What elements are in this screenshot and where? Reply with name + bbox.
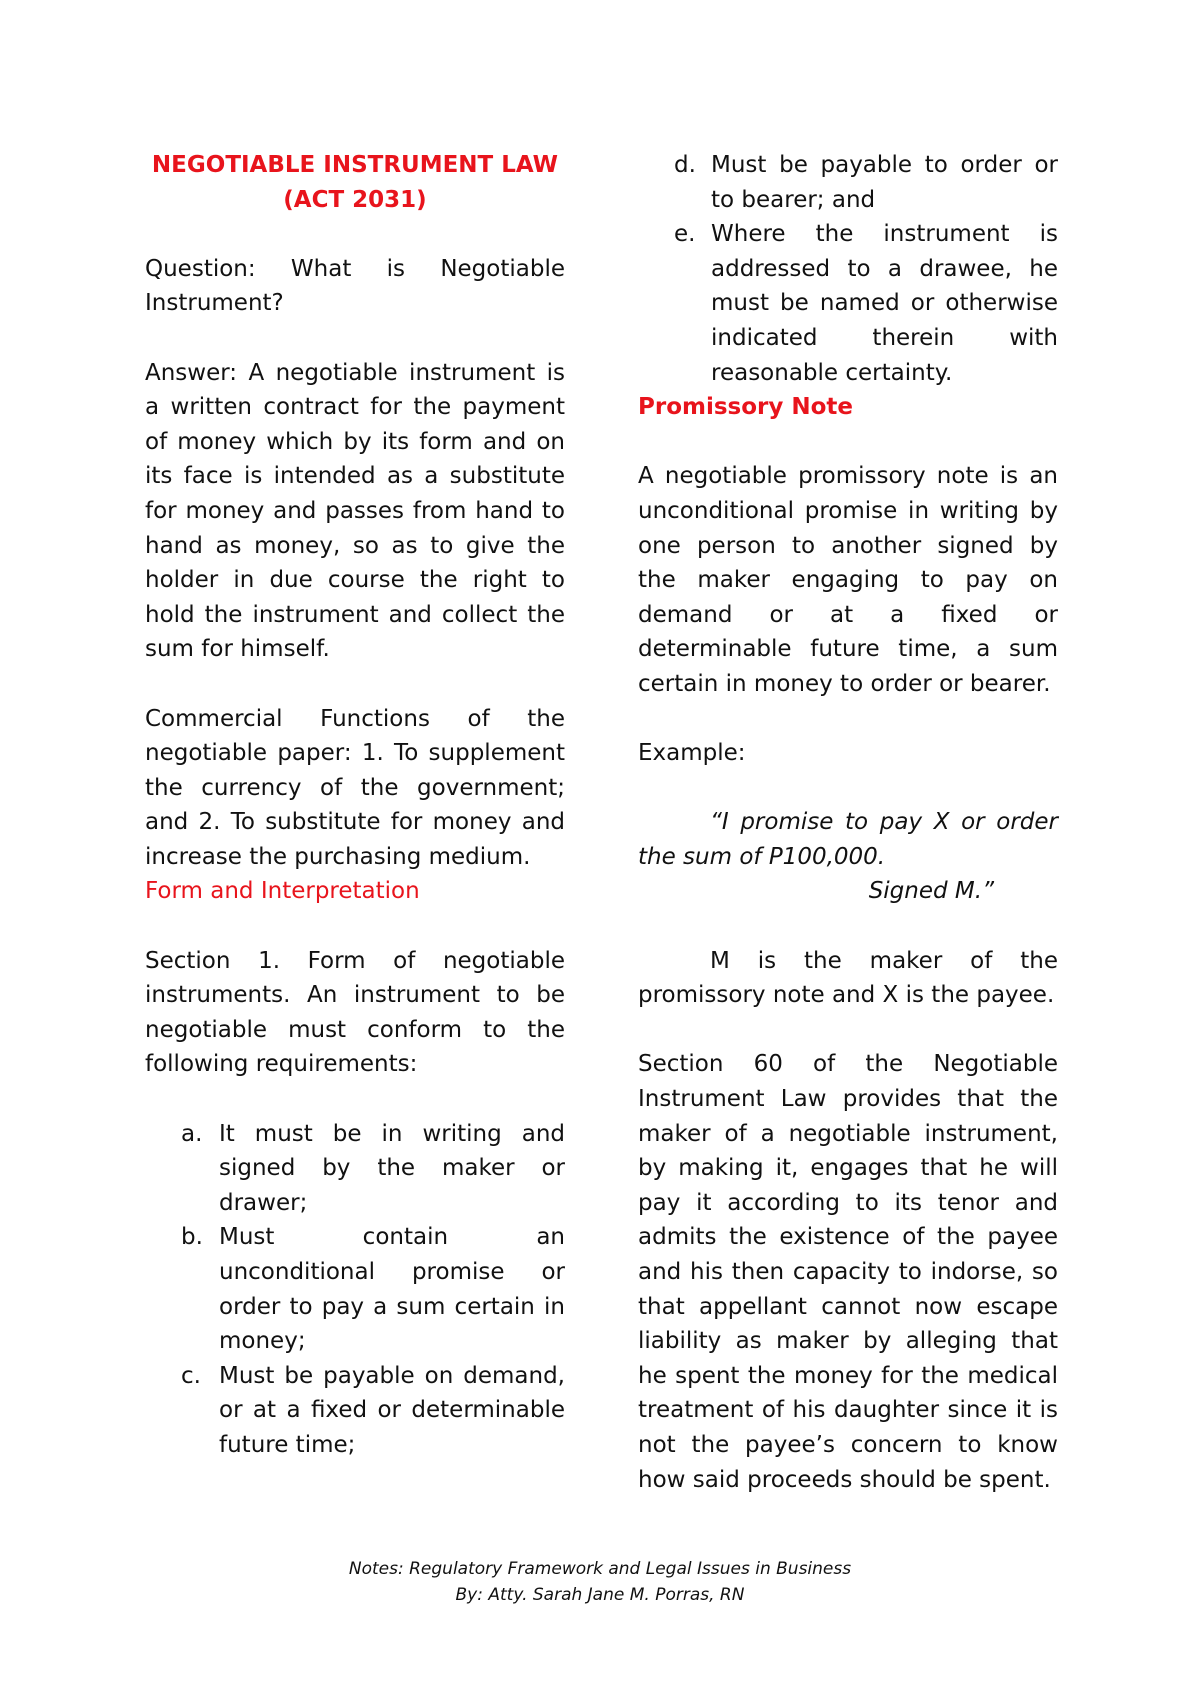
document-title: NEGOTIABLE INSTRUMENT LAW: [151, 152, 559, 178]
example-signature: Signed M.”: [868, 878, 994, 905]
list-marker: b.: [181, 1224, 203, 1251]
list-item: [145, 1359, 565, 1463]
left-column: [145, 148, 565, 1463]
list-item: [145, 1220, 565, 1358]
list-item-text: Must be payable on demand, or at a fixed or determinable future time;: [219, 1362, 565, 1458]
promissory-note-heading: Promissory Note: [638, 394, 854, 421]
list-item-text: Must be payable to order or to bearer; and: [711, 152, 1058, 213]
answer-paragraph: Answer: A negotiable instrument is a written contract for the payment of money which by its form and on its face is intended as a substitute for money and passes from hand to hand as money, so as to give the holder in due course the right to hold the instrument and collect the sum for himself.: [145, 359, 565, 663]
list-marker: c.: [181, 1362, 201, 1389]
section-1-paragraph: Section 1. Form of negotiable instruments. An instrument to be negotiable must conform to the following requirements:: [145, 947, 565, 1078]
list-item-text: It must be in writing and signed by the maker or drawer;: [219, 1120, 565, 1216]
maker-note-paragraph: M is the maker of the promissory note and X is the payee.: [638, 947, 1058, 1009]
right-column: [638, 148, 1058, 1497]
requirements-list-right: [638, 148, 1058, 390]
page-footer: [0, 1556, 1200, 1608]
example-quote: “I promise to pay X or order the sum of P100,000.: [638, 809, 1058, 870]
list-item-text: Where the instrument is addressed to a drawee, he must be named or otherwise indicated therein with reasonable certainty.: [711, 221, 1058, 386]
list-item: [638, 148, 1058, 217]
list-item-text: Must contain an unconditional promise or order to pay a sum certain in money;: [219, 1224, 565, 1355]
commercial-functions-paragraph: Commercial Functions of the negotiable paper: 1. To supplement the currency of the government; and 2. To substitute for money and increase the purchasing medium.: [145, 705, 565, 870]
list-item: [145, 1117, 565, 1221]
form-interpretation-heading: Form and Interpretation: [145, 878, 420, 905]
requirements-list-left: [145, 1117, 565, 1463]
list-item: [638, 217, 1058, 390]
footer-author-line: By: Atty. Sarah Jane M. Porras, RN: [455, 1585, 745, 1605]
document-subtitle: (ACT 2031): [283, 186, 427, 213]
footer-notes-line: Notes: Regulatory Framework and Legal Issues in Business: [348, 1559, 852, 1579]
section-60-paragraph: Section 60 of the Negotiable Instrument Law provides that the maker of a negotiable instrument, by making it, engages that he will pay it according to its tenor and admits the existence of the payee and his then capacity to indorse, so that appellant cannot now escape liability as maker by alleging that he spent the money for the medical treatment of his daughter since it is not the payee’s concern to know how said proceeds should be spent.: [638, 1051, 1058, 1493]
list-marker: e.: [674, 221, 696, 248]
list-marker: a.: [181, 1120, 203, 1147]
list-marker: d.: [674, 152, 696, 178]
promissory-definition-paragraph: A negotiable promissory note is an unconditional promise in writing by one person to another signed by the maker engaging to pay on demand or at a fixed or determinable future time, a sum certain in money to order or bearer.: [638, 463, 1058, 697]
question-paragraph: Question: What is Negotiable Instrument?: [145, 255, 565, 317]
example-label: Example:: [638, 740, 746, 767]
